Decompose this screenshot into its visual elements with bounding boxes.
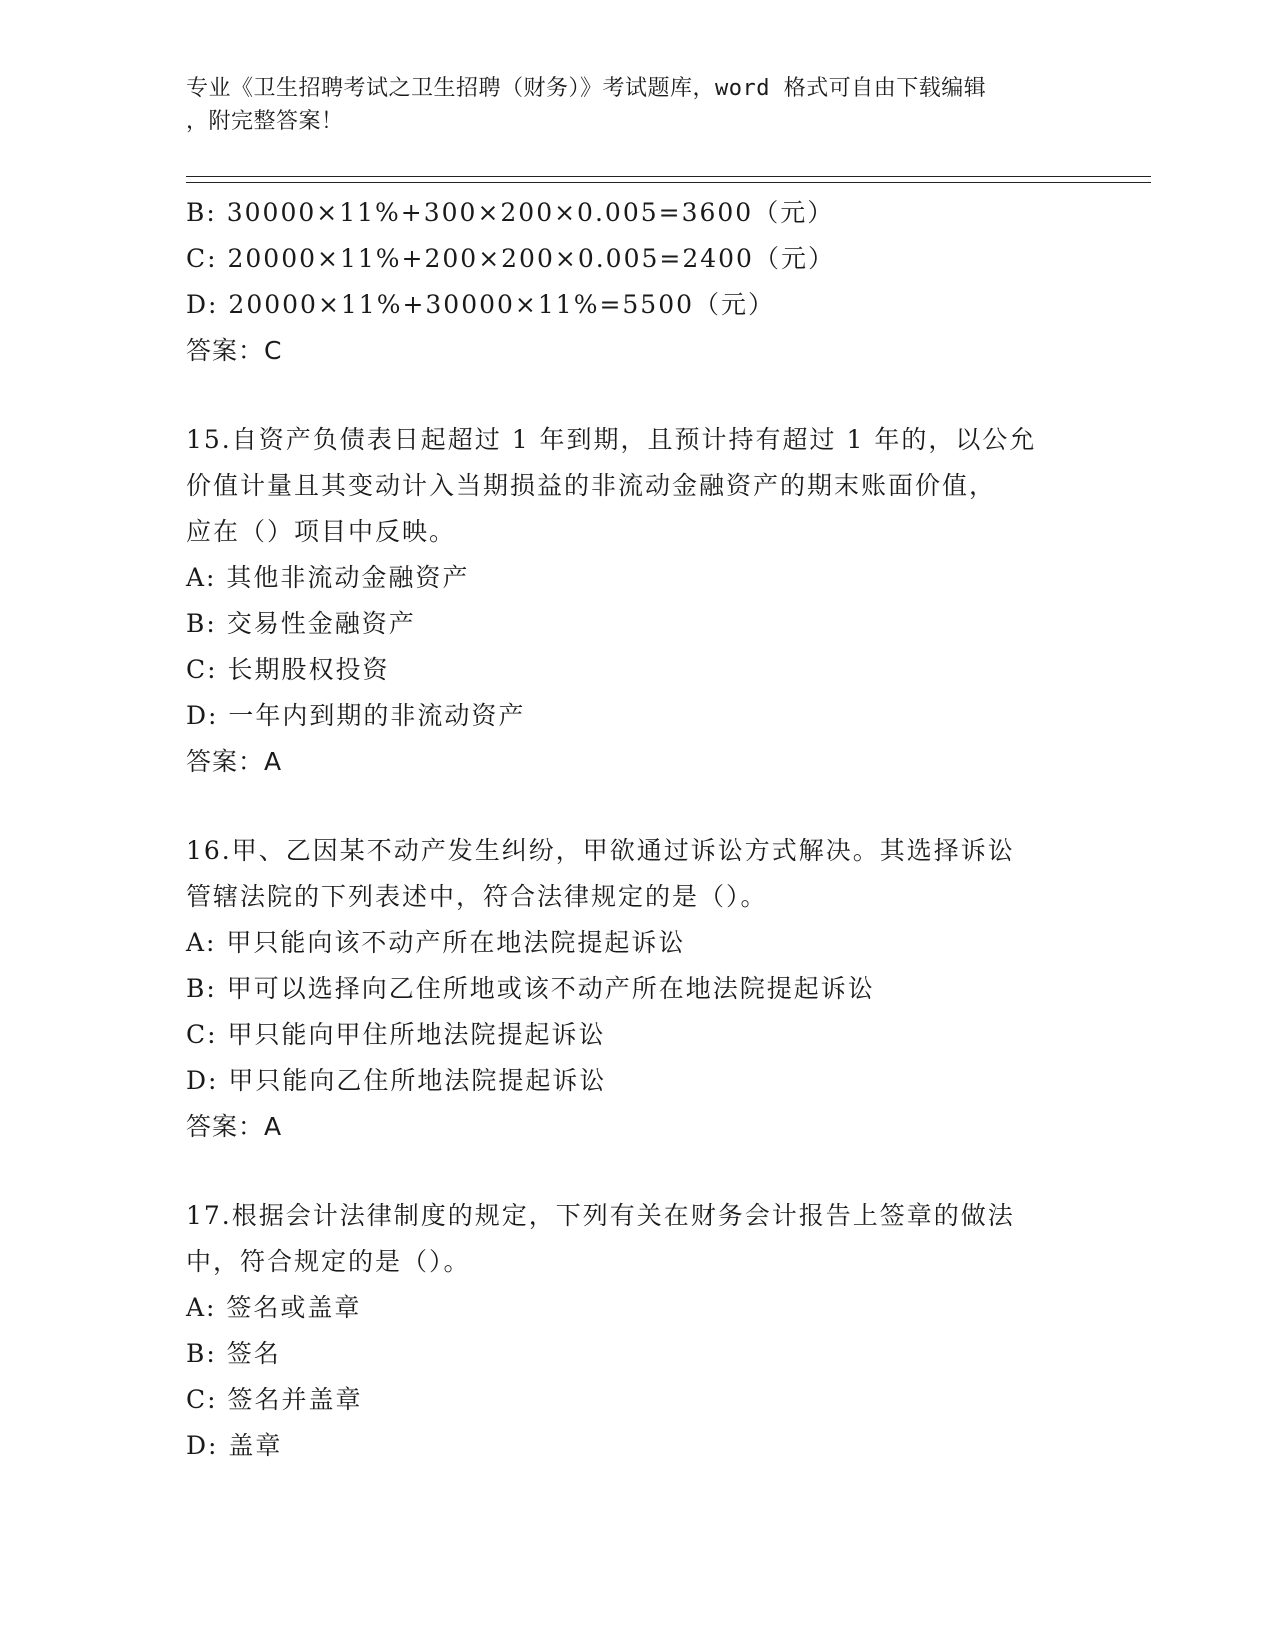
question-17 bbox=[186, 1193, 1086, 1469]
question-14-continued bbox=[186, 190, 1086, 374]
question-text-line: 应在（）项目中反映。 bbox=[186, 517, 457, 546]
header-rule-top bbox=[186, 176, 1151, 177]
question-16 bbox=[186, 828, 1086, 1150]
option-b: B: 签名 bbox=[186, 1339, 281, 1368]
answer-label: 答案：A bbox=[186, 1112, 283, 1141]
option-a: A: 其他非流动金融资产 bbox=[186, 563, 470, 592]
question-text-line: 15.自资产负债表日起超过 1 年到期，且预计持有超过 1 年的，以公允 bbox=[186, 425, 1037, 454]
option-c: C: 20000×11%+200×200×0.005=2400（元） bbox=[186, 244, 835, 273]
option-b: B: 30000×11%+300×200×0.005=3600（元） bbox=[186, 198, 835, 227]
option-a: A: 签名或盖章 bbox=[186, 1293, 362, 1322]
question-text-line: 价值计量且其变动计入当期损益的非流动金融资产的期末账面价值， bbox=[186, 471, 997, 500]
question-text-line: 中，符合规定的是（）。 bbox=[186, 1247, 471, 1276]
answer-label: 答案：A bbox=[186, 747, 283, 776]
page-header bbox=[186, 72, 1066, 138]
option-c: C: 甲只能向甲住所地法院提起诉讼 bbox=[186, 1020, 606, 1049]
option-c: C: 长期股权投资 bbox=[186, 655, 390, 684]
option-b: B: 交易性金融资产 bbox=[186, 609, 416, 638]
option-c: C: 签名并盖章 bbox=[186, 1385, 363, 1414]
question-content bbox=[186, 190, 1086, 1469]
question-text-line: 管辖法院的下列表述中，符合法律规定的是（）。 bbox=[186, 882, 768, 911]
option-d: D: 一年内到期的非流动资产 bbox=[186, 701, 526, 730]
option-a: A: 甲只能向该不动产所在地法院提起诉讼 bbox=[186, 928, 686, 957]
question-text-line: 17.根据会计法律制度的规定，下列有关在财务会计报告上签章的做法 bbox=[186, 1201, 1015, 1230]
question-15 bbox=[186, 417, 1086, 785]
option-d: D: 甲只能向乙住所地法院提起诉讼 bbox=[186, 1066, 607, 1095]
answer-label: 答案：C bbox=[186, 336, 283, 365]
option-d: D: 20000×11%+30000×11%=5500（元） bbox=[186, 290, 776, 319]
header-rule-bottom bbox=[186, 182, 1151, 183]
option-b: B: 甲可以选择向乙住所地或该不动产所在地法院提起诉讼 bbox=[186, 974, 875, 1003]
header-line-1: 专业《卫生招聘考试之卫生招聘（财务）》考试题库，word 格式可自由下载编辑 bbox=[186, 76, 987, 101]
option-d: D: 盖章 bbox=[186, 1431, 283, 1460]
question-text-line: 16.甲、乙因某不动产发生纠纷，甲欲通过诉讼方式解决。其选择诉讼 bbox=[186, 836, 1015, 865]
header-line-2: ，附完整答案！ bbox=[186, 109, 344, 134]
